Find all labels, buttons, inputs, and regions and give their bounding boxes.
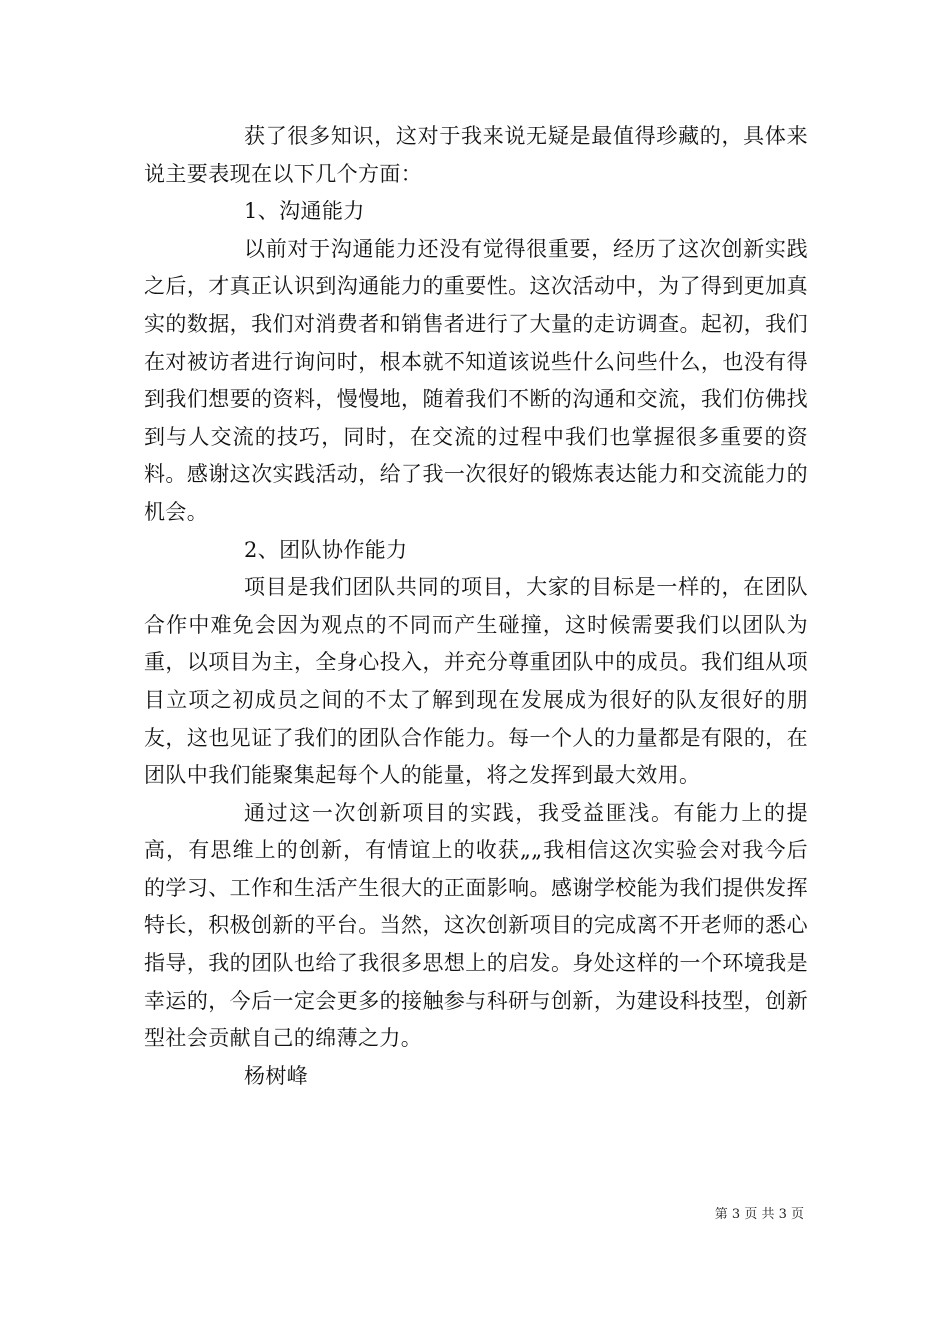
section-heading-communication: 1、沟通能力 (244, 199, 365, 224)
communication-paragraph: 以前对于沟通能力还没有觉得很重要，经历了这次创新实践之后，才真正认识到沟通能力的重要性。这次活动中，为了得到更加真实的数据，我们对消费者和销售者进行了大量的走访调查。起初，我们在对被访者进行询问时，根本就不知道该说些什么问些什么，也没有得到我们想要的资料，慢慢地，随着我们不断的沟通和交流，我们仿佛找到与人交流的技巧，同时，在交流的过程中我们也掌握很多重要的资料。感谢这次实践活动，给了我一次很好的锻炼表达能力和交流能力的机会。 (144, 236, 808, 524)
teamwork-paragraph: 项目是我们团队共同的项目，大家的目标是一样的，在团队合作中难免会因为观点的不同而产生碰撞，这时候需要我们以团队为重，以项目为主，全身心投入，并充分尊重团队中的成员。我们组从项目立项之初成员之间的不太了解到现在发展成为很好的队友很好的朋友，这也见证了我们的团队合作能力。每一个人的力量都是有限的，在团队中我们能聚集起每个人的能量，将之发挥到最大效用。 (144, 575, 808, 788)
section-heading-teamwork: 2、团队协作能力 (244, 537, 408, 562)
document-body (144, 118, 808, 1095)
page-number-footer: 第 3 页 共 3 页 (714, 1207, 804, 1222)
intro-paragraph: 获了很多知识，这对于我来说无疑是最值得珍藏的，具体来说主要表现在以下几个方面： (144, 124, 808, 186)
conclusion-paragraph: 通过这一次创新项目的实践，我受益匪浅。有能力上的提高，有思维上的创新，有情谊上的收获„„我相信这次实验会对我今后的学习、工作和生活产生很大的正面影响。感谢学校能为我们提供发挥特长，积极创新的平台。当然，这次创新项目的完成离不开老师的悉心指导，我的团队也给了我很多思想上的启发。身处这样的一个环境我是幸运的，今后一定会更多的接触参与科研与创新，为建设科技型，创新型社会贡献自己的绵薄之力。 (144, 800, 808, 1051)
author-signature: 杨树峰 (244, 1063, 309, 1088)
